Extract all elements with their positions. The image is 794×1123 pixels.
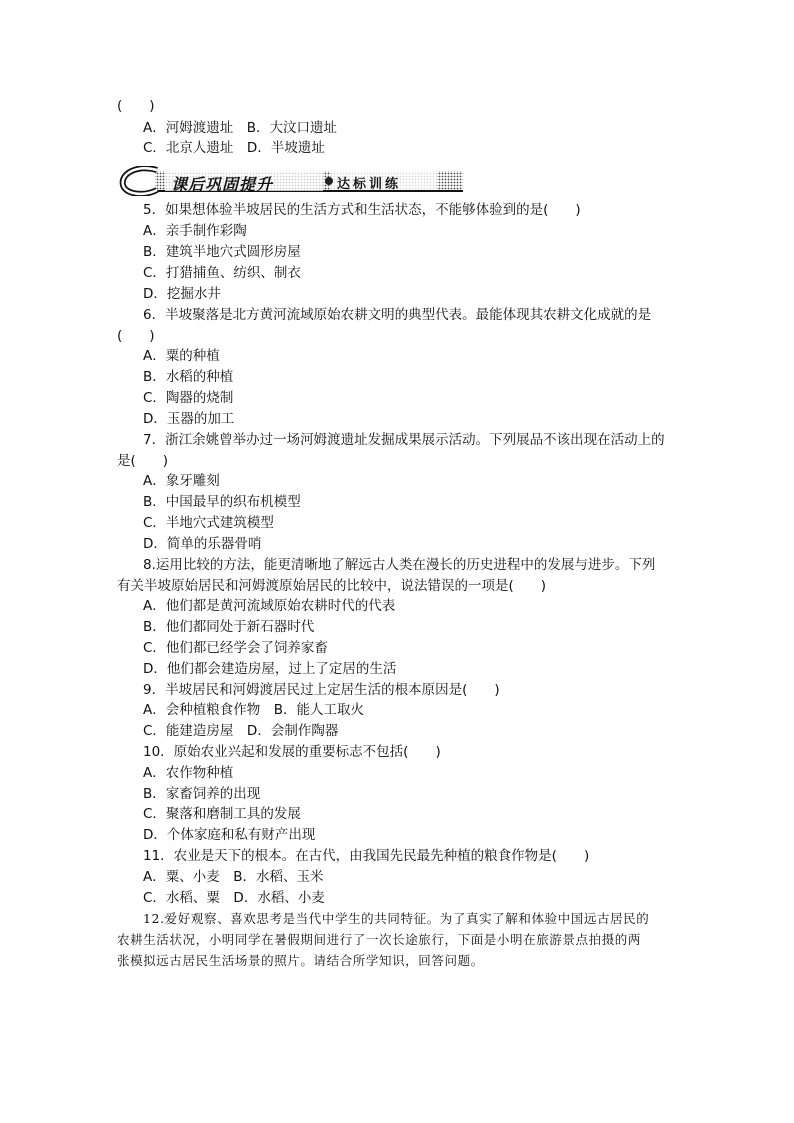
option-line: C．他们都已经学会了饲养家畜 (143, 640, 328, 656)
option-line: C．陶器的烧制 (143, 390, 234, 406)
option-line: C．半地穴式建筑模型 (143, 515, 274, 531)
option-line: D．挖掘水井 (143, 286, 221, 302)
option-line: D．他们都会建造房屋，过上了定居的生活 (143, 661, 397, 677)
question-line: 12.爱好观察、喜欢思考是当代中学生的共同特征。为了真实了解和体验中国远古居民的 (143, 911, 650, 926)
question-line: 7．浙江余姚曾举办过一场河姆渡遗址发掘成果展示活动。下列展品不该出现在活动上的 (143, 432, 665, 448)
option-line: C．打猎捕鱼、纺织、制衣 (143, 265, 301, 281)
banner-subtitle: 达标训练 (337, 177, 402, 192)
option-line: A．农作物种植 (143, 765, 234, 781)
text-line: ( ) (117, 328, 155, 344)
option-line: B．他们都同处于新石器时代 (143, 619, 315, 635)
text-line: 是( ) (117, 453, 169, 469)
option-line: A．粟的种植 (143, 348, 220, 364)
question-line: 11．农业是天下的根本。在古代，由我国先民最先种植的粮食作物是( ) (143, 848, 590, 864)
option-line: A．他们都是黄河流域原始农耕时代的代表 (143, 598, 396, 614)
section-banner (117, 166, 465, 196)
banner-title: 课后巩固提升 (171, 175, 274, 194)
option-line: C．北京人遗址 D．半坡遗址 (143, 140, 325, 156)
banner-graphic (117, 166, 465, 196)
option-line: D．玉器的加工 (143, 411, 235, 427)
question-line: 6．半坡聚落是北方黄河流域原始农耕文明的典型代表。最能体现其农耕文化成就的是 (143, 307, 652, 323)
question-line: 10．原始农业兴起和发展的重要标志不包括( ) (143, 744, 441, 760)
question-line: 8.运用比较的方法，能更清晰地了解远古人类在漫长的历史进程中的发展与进步。下列 (143, 557, 656, 573)
option-line: B．建筑半地穴式圆形房屋 (143, 244, 301, 260)
question-line: 9．半坡居民和河姆渡居民过上定居生活的根本原因是( ) (143, 682, 500, 698)
c-letter-icon (123, 168, 157, 194)
option-line: D．简单的乐器骨哨 (143, 536, 262, 552)
text-line: 张模拟远古居民生活场景的照片。请结合所学知识，回答问题。 (117, 953, 484, 968)
option-line: C．水稻、粟 D．水稻、小麦 (143, 890, 325, 906)
option-line: D．个体家庭和私有财产出现 (143, 827, 316, 843)
text-line: 有关半坡原始居民和河姆渡原始居民的比较中，说法错误的一项是( ) (117, 578, 547, 594)
option-line: B．家畜饲养的出现 (143, 786, 261, 802)
option-line: A．象牙雕刻 (143, 473, 220, 489)
option-line: A．粟、小麦 B．水稻、玉米 (143, 869, 324, 885)
option-line: A．亲手制作彩陶 (143, 223, 247, 239)
text-line: ( ) (117, 98, 155, 114)
option-line: C．能建造房屋 D．会制作陶器 (143, 723, 339, 739)
question-line: 5．如果想体验半坡居民的生活方式和生活状态，不能够体验到的是( ) (143, 202, 581, 218)
option-line: C．聚落和磨制工具的发展 (143, 806, 301, 822)
option-line: A．会种植粮食作物 B．能人工取火 (143, 702, 364, 718)
option-line: B．中国最早的织布机模型 (143, 494, 301, 510)
text-line: 农耕生活状况，小明同学在暑假期间进行了一次长途旅行，下面是小明在旅游景点拍摄的两 (117, 932, 642, 947)
option-line: B．水稻的种植 (143, 369, 234, 385)
option-line: A．河姆渡遗址 B．大汶口遗址 (143, 120, 337, 136)
